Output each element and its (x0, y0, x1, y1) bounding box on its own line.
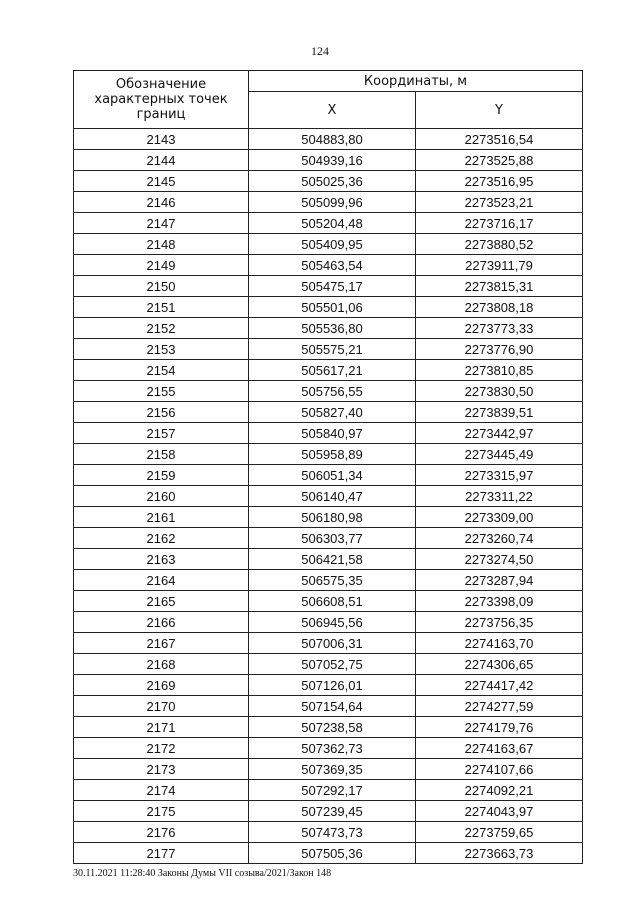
cell-x: 507239,45 (249, 801, 416, 822)
table-row (74, 654, 583, 675)
cell-x: 505617,21 (249, 360, 416, 381)
cell-point-id: 2160 (74, 486, 249, 507)
cell-x: 507292,17 (249, 780, 416, 801)
coordinates-table (73, 70, 583, 864)
header-coordinates: Координаты, м (249, 71, 583, 92)
table-row (74, 150, 583, 171)
cell-y: 2273808,18 (416, 297, 583, 318)
table-row (74, 570, 583, 591)
header-y: Y (416, 92, 583, 129)
cell-y: 2273274,50 (416, 549, 583, 570)
cell-point-id: 2174 (74, 780, 249, 801)
cell-point-id: 2175 (74, 801, 249, 822)
cell-x: 506140,47 (249, 486, 416, 507)
cell-point-id: 2149 (74, 255, 249, 276)
table-row (74, 255, 583, 276)
cell-x: 505575,21 (249, 339, 416, 360)
header-designation: Обозначение характерных точек границ (74, 71, 249, 129)
cell-x: 506421,58 (249, 549, 416, 570)
cell-y: 2274092,21 (416, 780, 583, 801)
table-row (74, 717, 583, 738)
cell-point-id: 2176 (74, 822, 249, 843)
cell-x: 506575,35 (249, 570, 416, 591)
cell-point-id: 2150 (74, 276, 249, 297)
cell-point-id: 2158 (74, 444, 249, 465)
table-row (74, 276, 583, 297)
table-header (74, 71, 583, 129)
cell-y: 2273442,97 (416, 423, 583, 444)
cell-y: 2273287,94 (416, 570, 583, 591)
cell-point-id: 2177 (74, 843, 249, 864)
table-row (74, 465, 583, 486)
cell-point-id: 2165 (74, 591, 249, 612)
cell-y: 2274163,70 (416, 633, 583, 654)
cell-point-id: 2172 (74, 738, 249, 759)
cell-x: 505463,54 (249, 255, 416, 276)
cell-y: 2273516,95 (416, 171, 583, 192)
cell-point-id: 2161 (74, 507, 249, 528)
cell-y: 2274107,66 (416, 759, 583, 780)
table-row (74, 129, 583, 150)
table-row (74, 612, 583, 633)
table-row (74, 423, 583, 444)
cell-x: 505840,97 (249, 423, 416, 444)
table-row (74, 528, 583, 549)
cell-x: 507052,75 (249, 654, 416, 675)
table-row (74, 738, 583, 759)
cell-x: 506608,51 (249, 591, 416, 612)
cell-y: 2274163,67 (416, 738, 583, 759)
table-row (74, 696, 583, 717)
cell-point-id: 2157 (74, 423, 249, 444)
cell-x: 505536,80 (249, 318, 416, 339)
cell-y: 2273759,65 (416, 822, 583, 843)
cell-y: 2273839,51 (416, 402, 583, 423)
cell-x: 507362,73 (249, 738, 416, 759)
cell-y: 2273523,21 (416, 192, 583, 213)
cell-x: 505204,48 (249, 213, 416, 234)
cell-point-id: 2170 (74, 696, 249, 717)
cell-point-id: 2144 (74, 150, 249, 171)
cell-x: 505099,96 (249, 192, 416, 213)
cell-y: 2274306,65 (416, 654, 583, 675)
cell-x: 507505,36 (249, 843, 416, 864)
cell-point-id: 2173 (74, 759, 249, 780)
cell-point-id: 2143 (74, 129, 249, 150)
cell-y: 2273830,50 (416, 381, 583, 402)
cell-point-id: 2166 (74, 612, 249, 633)
cell-point-id: 2163 (74, 549, 249, 570)
cell-x: 506051,34 (249, 465, 416, 486)
cell-x: 505958,89 (249, 444, 416, 465)
cell-point-id: 2151 (74, 297, 249, 318)
cell-y: 2273525,88 (416, 150, 583, 171)
cell-y: 2273716,17 (416, 213, 583, 234)
table-row (74, 402, 583, 423)
cell-point-id: 2156 (74, 402, 249, 423)
table-row (74, 633, 583, 654)
cell-point-id: 2148 (74, 234, 249, 255)
cell-point-id: 2162 (74, 528, 249, 549)
header-x: X (249, 92, 416, 129)
cell-point-id: 2146 (74, 192, 249, 213)
table-row (74, 843, 583, 864)
table-row (74, 444, 583, 465)
cell-y: 2273398,09 (416, 591, 583, 612)
cell-point-id: 2147 (74, 213, 249, 234)
cell-y: 2274179,76 (416, 717, 583, 738)
table-row (74, 234, 583, 255)
table-row (74, 171, 583, 192)
cell-x: 506945,56 (249, 612, 416, 633)
cell-y: 2273260,74 (416, 528, 583, 549)
table-row (74, 213, 583, 234)
cell-x: 506180,98 (249, 507, 416, 528)
cell-point-id: 2159 (74, 465, 249, 486)
cell-y: 2273663,73 (416, 843, 583, 864)
cell-x: 505475,17 (249, 276, 416, 297)
cell-x: 507154,64 (249, 696, 416, 717)
coordinates-table-container (73, 70, 582, 864)
table-row (74, 360, 583, 381)
table-row (74, 591, 583, 612)
table-row (74, 486, 583, 507)
cell-point-id: 2145 (74, 171, 249, 192)
table-row (74, 339, 583, 360)
cell-point-id: 2168 (74, 654, 249, 675)
cell-x: 507369,35 (249, 759, 416, 780)
cell-point-id: 2153 (74, 339, 249, 360)
cell-x: 507473,73 (249, 822, 416, 843)
cell-y: 2274277,59 (416, 696, 583, 717)
cell-x: 507238,58 (249, 717, 416, 738)
cell-y: 2273815,31 (416, 276, 583, 297)
cell-x: 506303,77 (249, 528, 416, 549)
table-row (74, 822, 583, 843)
cell-y: 2274043,97 (416, 801, 583, 822)
cell-y: 2273773,33 (416, 318, 583, 339)
cell-y: 2273880,52 (416, 234, 583, 255)
cell-y: 2273311,22 (416, 486, 583, 507)
cell-y: 2273810,85 (416, 360, 583, 381)
table-row (74, 780, 583, 801)
cell-point-id: 2155 (74, 381, 249, 402)
cell-x: 505409,95 (249, 234, 416, 255)
cell-point-id: 2152 (74, 318, 249, 339)
cell-y: 2273309,00 (416, 507, 583, 528)
table-body (74, 129, 583, 864)
cell-y: 2273756,35 (416, 612, 583, 633)
cell-point-id: 2167 (74, 633, 249, 654)
table-row (74, 507, 583, 528)
table-row (74, 297, 583, 318)
cell-y: 2273516,54 (416, 129, 583, 150)
cell-x: 505025,36 (249, 171, 416, 192)
cell-x: 505827,40 (249, 402, 416, 423)
cell-point-id: 2164 (74, 570, 249, 591)
cell-x: 504939,16 (249, 150, 416, 171)
table-row (74, 549, 583, 570)
cell-point-id: 2169 (74, 675, 249, 696)
footer-note: 30.11.2021 11:28:40 Законы Думы VII созыва/2021/Закон 148 (73, 868, 332, 879)
table-row (74, 759, 583, 780)
cell-y: 2273315,97 (416, 465, 583, 486)
table-row (74, 675, 583, 696)
cell-x: 504883,80 (249, 129, 416, 150)
cell-x: 507006,31 (249, 633, 416, 654)
table-row (74, 381, 583, 402)
table-row (74, 318, 583, 339)
cell-x: 505756,55 (249, 381, 416, 402)
cell-y: 2274417,42 (416, 675, 583, 696)
table-row (74, 192, 583, 213)
cell-x: 507126,01 (249, 675, 416, 696)
cell-y: 2273445,49 (416, 444, 583, 465)
cell-y: 2273776,90 (416, 339, 583, 360)
cell-x: 505501,06 (249, 297, 416, 318)
cell-point-id: 2154 (74, 360, 249, 381)
page-number: 124 (311, 44, 329, 58)
cell-point-id: 2171 (74, 717, 249, 738)
table-row (74, 801, 583, 822)
cell-y: 2273911,79 (416, 255, 583, 276)
